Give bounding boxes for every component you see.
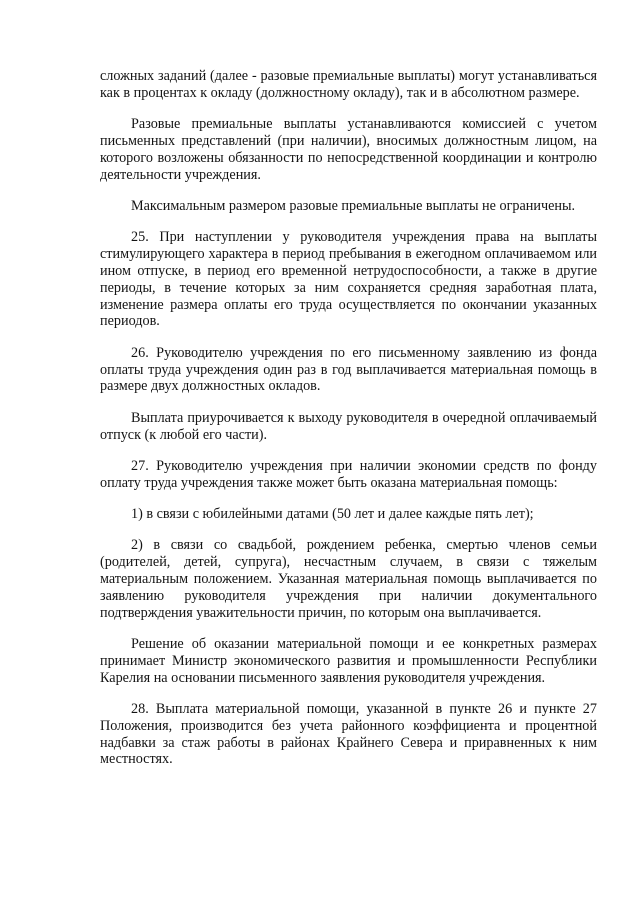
paragraph-item-27: 27. Руководителю учреждения при наличии экономии средств по фонду оплату труда учреждения также может быть оказана материальная помощь: bbox=[100, 457, 597, 491]
paragraph-subitem-2: 2) в связи со свадьбой, рождением ребенка, смертью членов семьи (родителей, детей, супруга), несчастным случаем, в связи с тяжелым материальным положением. Указанная материальная помощь выплачивается по заявлению руководителя учреждения при наличии документального подтверждения уважительности причин, по которым она выплачивается. bbox=[100, 537, 597, 621]
document-body bbox=[100, 68, 597, 783]
paragraph-subitem-1: 1) в связи с юбилейными датами (50 лет и далее каждые пять лет); bbox=[131, 506, 534, 523]
paragraph-item-26: 26. Руководителю учреждения по его письменному заявлению из фонда оплаты труда учреждения один раз в год выплачивается материальная помощь в размере двух должностных окладов. bbox=[100, 344, 597, 395]
paragraph-decision: Решение об оказании материальной помощи и ее конкретных размерах принимает Министр экономического развития и промышленности Республики Карелия на основании письменного заявления руководителя учреждения. bbox=[100, 636, 597, 686]
paragraph-continuation: сложных заданий (далее - разовые премиальные выплаты) могут устанавливаться как в процентах к окладу (должностному окладу), так и в абсолютном размере. bbox=[100, 68, 597, 101]
paragraph-payment-timing: Выплата приурочивается к выходу руководителя в очередной оплачиваемый отпуск (к любой его части). bbox=[100, 409, 597, 443]
paragraph-commission: Разовые премиальные выплаты устанавливаются комиссией с учетом письменных представлений (при наличии), вносимых должностным лицом, на которого возложены обязанности по непосредственной координации и контролю деятельности учреждения. bbox=[100, 116, 597, 183]
paragraph-item-25: 25. При наступлении у руководителя учреждения права на выплаты стимулирующего характера в период пребывания в ежегодном оплачиваемом или ином отпуске, в период его временной нетрудоспособности, а также в другие периоды, в течение которых за ним сохраняется средняя заработная плата, изменение размера оплаты его труда осуществляется по окончании указанных периодов. bbox=[100, 229, 597, 330]
paragraph-item-28: 28. Выплата материальной помощи, указанной в пункте 26 и пункте 27 Положения, производится без учета районного коэффициента и процентной надбавки за стаж работы в районах Крайнего Севера и приравненных к ним местностях. bbox=[100, 701, 597, 768]
paragraph-maximum: Максимальным размером разовые премиальные выплаты не ограничены. bbox=[131, 197, 576, 214]
